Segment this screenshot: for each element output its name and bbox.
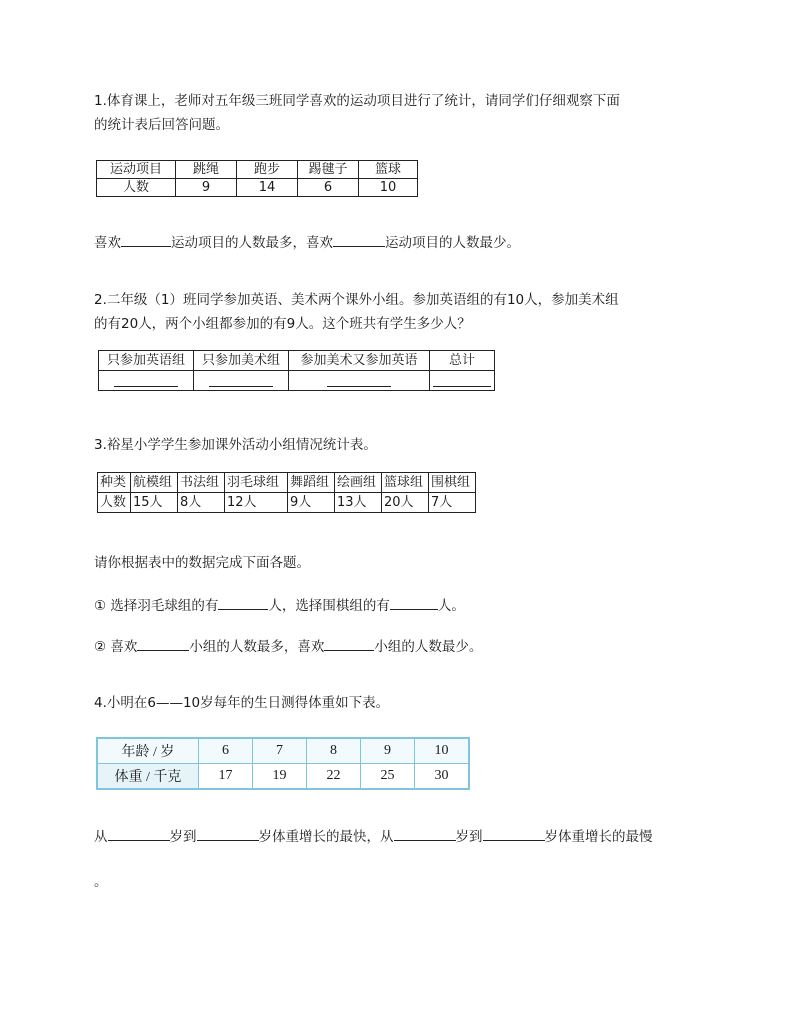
table-row	[97, 764, 469, 790]
table-cell: 25	[361, 764, 415, 790]
answer-cell[interactable]	[99, 371, 194, 391]
table-cell: 参加美术又参加英语	[289, 351, 430, 371]
table-cell: 跑步	[237, 161, 298, 179]
q4-text-d: 岁到	[455, 829, 483, 845]
table-cell: 30	[415, 764, 470, 790]
answer-blank[interactable]	[390, 594, 438, 610]
q2-line1: 2.二年级（1）班同学参加英语、美术两个课外小组。参加英语组的有10人，参加美术组	[94, 292, 619, 308]
q3-table	[97, 472, 476, 513]
q4-table	[96, 737, 470, 790]
table-cell: 种类	[98, 473, 131, 493]
answer-cell[interactable]	[430, 371, 495, 391]
q3-item1	[94, 594, 714, 618]
q4-text-e: 岁体重增长的最慢	[544, 829, 653, 845]
table-cell: 运动项目	[97, 161, 176, 179]
table-cell: 篮球	[359, 161, 418, 179]
q4-fill-line	[94, 825, 734, 849]
table-cell: 22	[307, 764, 361, 790]
table-cell: 7人	[429, 493, 476, 513]
table-cell: 10	[415, 738, 470, 764]
table-cell: 9	[361, 738, 415, 764]
table-cell: 8人	[178, 493, 225, 513]
q3-item1-text-a: ① 选择羽毛球组的有	[94, 598, 219, 614]
q3-item2-text-a: ② 喜欢	[94, 639, 138, 655]
q3-title: 3.裕星小学学生参加课外活动小组情况统计表。	[94, 437, 377, 453]
q2-table	[98, 350, 495, 391]
table-cell: 12人	[225, 493, 288, 513]
table-cell: 篮球组	[382, 473, 429, 493]
q4-text-b: 岁到	[169, 829, 197, 845]
table-cell: 跳绳	[176, 161, 237, 179]
table-cell: 人数	[98, 493, 131, 513]
q1-line1: 1.体育课上，老师对五年级三班同学喜欢的运动项目进行了统计，请同学们仔细观察下面	[94, 93, 620, 109]
table-cell: 只参加美术组	[194, 351, 289, 371]
table-row	[98, 473, 476, 493]
answer-blank[interactable]	[394, 825, 456, 841]
q1-table	[96, 160, 418, 197]
q3-item1-text-c: 人。	[437, 598, 465, 614]
table-cell: 航模组	[131, 473, 178, 493]
table-row	[97, 161, 418, 179]
q3-instruction: 请你根据表中的数据完成下面各题。	[94, 555, 310, 571]
q1-text-c: 运动项目的人数最少。	[385, 235, 520, 251]
q2-line2: 的有20人，两个小组都参加的有9人。这个班共有学生多少人？	[94, 316, 471, 332]
table-cell: 体重 / 千克	[97, 764, 199, 790]
answer-cell[interactable]	[194, 371, 289, 391]
answer-blank[interactable]	[197, 825, 259, 841]
table-row	[98, 493, 476, 513]
q4-text-c: 岁体重增长的最快，从	[258, 829, 394, 845]
q3-item2-text-c: 小组的人数最少。	[374, 639, 483, 655]
table-cell: 年龄 / 岁	[97, 738, 199, 764]
answer-cell[interactable]	[289, 371, 430, 391]
answer-blank[interactable]	[137, 635, 189, 651]
answer-blank[interactable]	[324, 635, 374, 651]
q4-title: 4.小明在6——10岁每年的生日测得体重如下表。	[94, 695, 390, 711]
table-cell: 羽毛球组	[225, 473, 288, 493]
table-cell: 围棋组	[429, 473, 476, 493]
table-cell: 10	[359, 179, 418, 197]
table-cell: 15人	[131, 493, 178, 513]
table-cell: 7	[253, 738, 307, 764]
table-cell: 20人	[382, 493, 429, 513]
table-cell: 8	[307, 738, 361, 764]
table-cell: 只参加英语组	[99, 351, 194, 371]
table-cell: 书法组	[178, 473, 225, 493]
answer-blank[interactable]	[483, 825, 545, 841]
table-cell: 17	[199, 764, 253, 790]
q1-text-a: 喜欢	[94, 235, 121, 251]
answer-blank[interactable]	[121, 231, 171, 247]
table-cell: 人数	[97, 179, 176, 197]
table-cell: 舞蹈组	[288, 473, 335, 493]
q3-item2-text-b: 小组的人数最多，喜欢	[189, 639, 325, 655]
q1-text-b: 运动项目的人数最多，喜欢	[171, 235, 333, 251]
q1-line2: 的统计表后回答问题。	[94, 117, 229, 133]
table-row	[97, 179, 418, 197]
answer-blank[interactable]	[333, 231, 385, 247]
answer-blank[interactable]	[218, 594, 268, 610]
table-cell: 9人	[288, 493, 335, 513]
q1-fill-line	[94, 231, 714, 255]
q4-text-a: 从	[94, 829, 108, 845]
table-cell: 6	[199, 738, 253, 764]
table-row	[97, 738, 469, 764]
table-cell: 14	[237, 179, 298, 197]
table-cell: 6	[298, 179, 359, 197]
q3-item2	[94, 635, 714, 659]
table-cell: 19	[253, 764, 307, 790]
answer-blank[interactable]	[108, 825, 170, 841]
table-cell: 绘画组	[335, 473, 382, 493]
q4-tail: 。	[94, 874, 108, 890]
table-row	[99, 371, 495, 391]
table-cell: 踢毽子	[298, 161, 359, 179]
table-cell: 9	[176, 179, 237, 197]
table-cell: 13人	[335, 493, 382, 513]
q3-item1-text-b: 人，选择围棋组的有	[268, 598, 390, 614]
table-cell: 总计	[430, 351, 495, 371]
table-row	[99, 351, 495, 371]
